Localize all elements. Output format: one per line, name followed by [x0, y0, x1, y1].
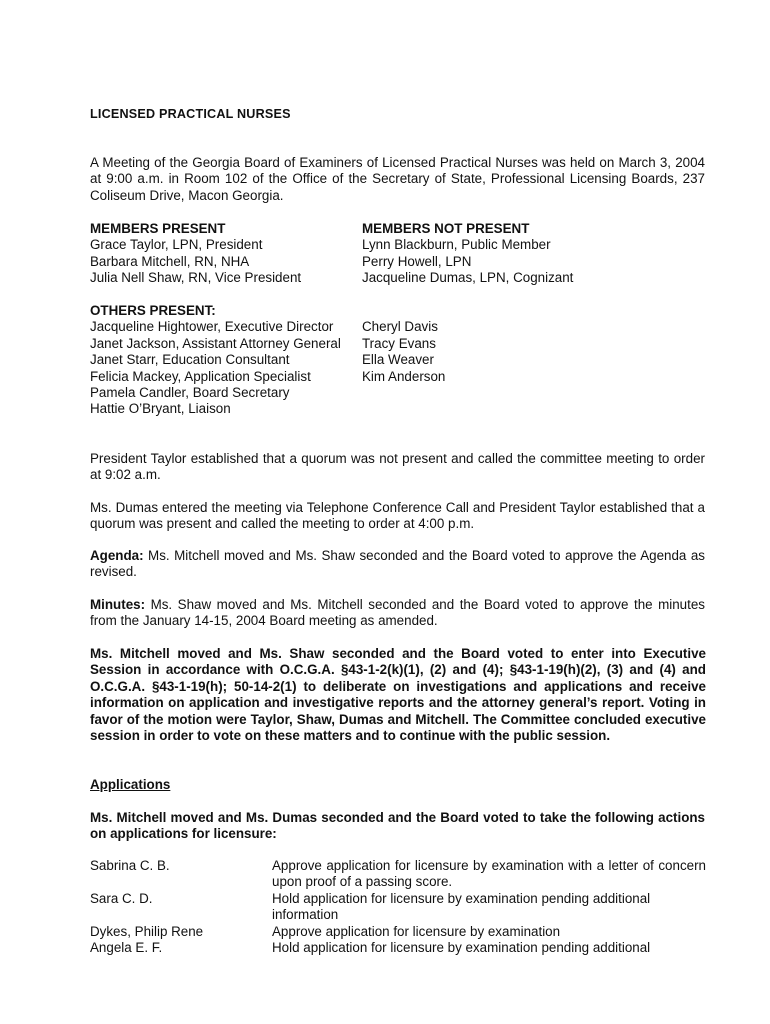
application-action: Hold application for licensure by examination pending additional — [272, 940, 651, 955]
members-not-present-block — [362, 221, 573, 287]
agenda-label: Agenda: — [90, 548, 144, 563]
minutes-text: Ms. Shaw moved and Ms. Mitchell seconded and the Board voted to approve the minutes from the January 14-15, 2004 Board meeting as amended. — [90, 597, 705, 629]
list-item: Janet Jackson, Assistant Attorney General — [90, 335, 341, 351]
application-name: Sabrina C. B. — [90, 858, 170, 873]
list-item: Julia Nell Shaw, RN, Vice President — [90, 270, 302, 286]
dumas-entered-paragraph: Ms. Dumas entered the meeting via Telephone Conference Call and President Taylor established that a quorum was present and called the meeting to order at 4:00 p.m. — [90, 500, 705, 532]
members-not-present-list — [362, 237, 573, 286]
application-action: Approve application for licensure by examination — [272, 924, 561, 939]
list-item: Barbara Mitchell, RN, NHA — [90, 253, 250, 269]
members-not-present-heading: MEMBERS NOT PRESENT — [362, 221, 530, 236]
list-item: Janet Starr, Education Consultant — [90, 352, 290, 368]
intro-paragraph: A Meeting of the Georgia Board of Examiners of Licensed Practical Nurses was held on March 3, 2004 at 9:00 a.m. in Room 102 of the Office of the Secretary of State, Professional Licensing Boards, 237 Coliseum Drive, Macon Georgia. — [90, 155, 705, 203]
list-item: Tracy Evans — [362, 335, 436, 351]
minutes-paragraph — [90, 597, 705, 630]
application-action: Hold application for licensure by examination pending additional information — [272, 891, 651, 923]
application-action: Approve application for licensure by examination with a letter of concern upon proof of a passing score. — [272, 858, 706, 890]
executive-session-paragraph: Ms. Mitchell moved and Ms. Shaw seconded and the Board voted to enter into Executive Session in accordance with O.C.G.A. §43-1-2(k)(1), (2) and (4); §43-1-19(h)(2), (3) and (4) and O.C.G.A. §43-1-19(h); 50-14-2(1) to deliberate on investigations and applications and receive information on application and investigative reports and the attorney general’s report. Voting in favor of the motion were Taylor, Shaw, Dumas and Mitchell. The Committee concluded executive session in order to vote on these matters and to continue with the public session. — [90, 646, 706, 744]
application-name: Dykes, Philip Rene — [90, 924, 204, 939]
applications-motion: Ms. Mitchell moved and Ms. Dumas seconded and the Board voted to take the following actions on applications for licensure: — [90, 810, 705, 842]
list-item: Jacqueline Hightower, Executive Director — [90, 319, 334, 335]
others-present-block — [90, 303, 341, 418]
list-item: Ella Weaver — [362, 352, 434, 368]
applications-heading: Applications — [90, 777, 171, 792]
others-present-list — [90, 319, 341, 417]
list-item: Lynn Blackburn, Public Member — [362, 237, 551, 253]
document-title: LICENSED PRACTICAL NURSES — [90, 107, 291, 121]
members-present-heading: MEMBERS PRESENT — [90, 221, 226, 236]
members-present-block — [90, 221, 301, 287]
members-present-list — [90, 237, 301, 286]
others-present-guests-list — [362, 319, 445, 385]
list-item: Felicia Mackey, Application Specialist — [90, 368, 311, 384]
list-item: Kim Anderson — [362, 368, 446, 384]
list-item: Jacqueline Dumas, LPN, Cognizant — [362, 270, 574, 286]
others-present-heading: OTHERS PRESENT: — [90, 303, 216, 318]
minutes-label: Minutes: — [90, 597, 146, 612]
agenda-text: Ms. Mitchell moved and Ms. Shaw seconded and the Board voted to approve the Agenda as revised. — [90, 548, 705, 580]
quorum-paragraph: President Taylor established that a quorum was not present and called the committee meeting to order at 9:02 a.m. — [90, 451, 705, 483]
list-item: Perry Howell, LPN — [362, 253, 472, 269]
application-name: Angela E. F. — [90, 940, 163, 955]
list-item: Hattie O’Bryant, Liaison — [90, 401, 231, 417]
list-item: Grace Taylor, LPN, President — [90, 237, 263, 253]
application-name: Sara C. D. — [90, 891, 153, 906]
agenda-paragraph — [90, 548, 705, 581]
list-item: Cheryl Davis — [362, 319, 438, 335]
list-item: Pamela Candler, Board Secretary — [90, 385, 290, 401]
